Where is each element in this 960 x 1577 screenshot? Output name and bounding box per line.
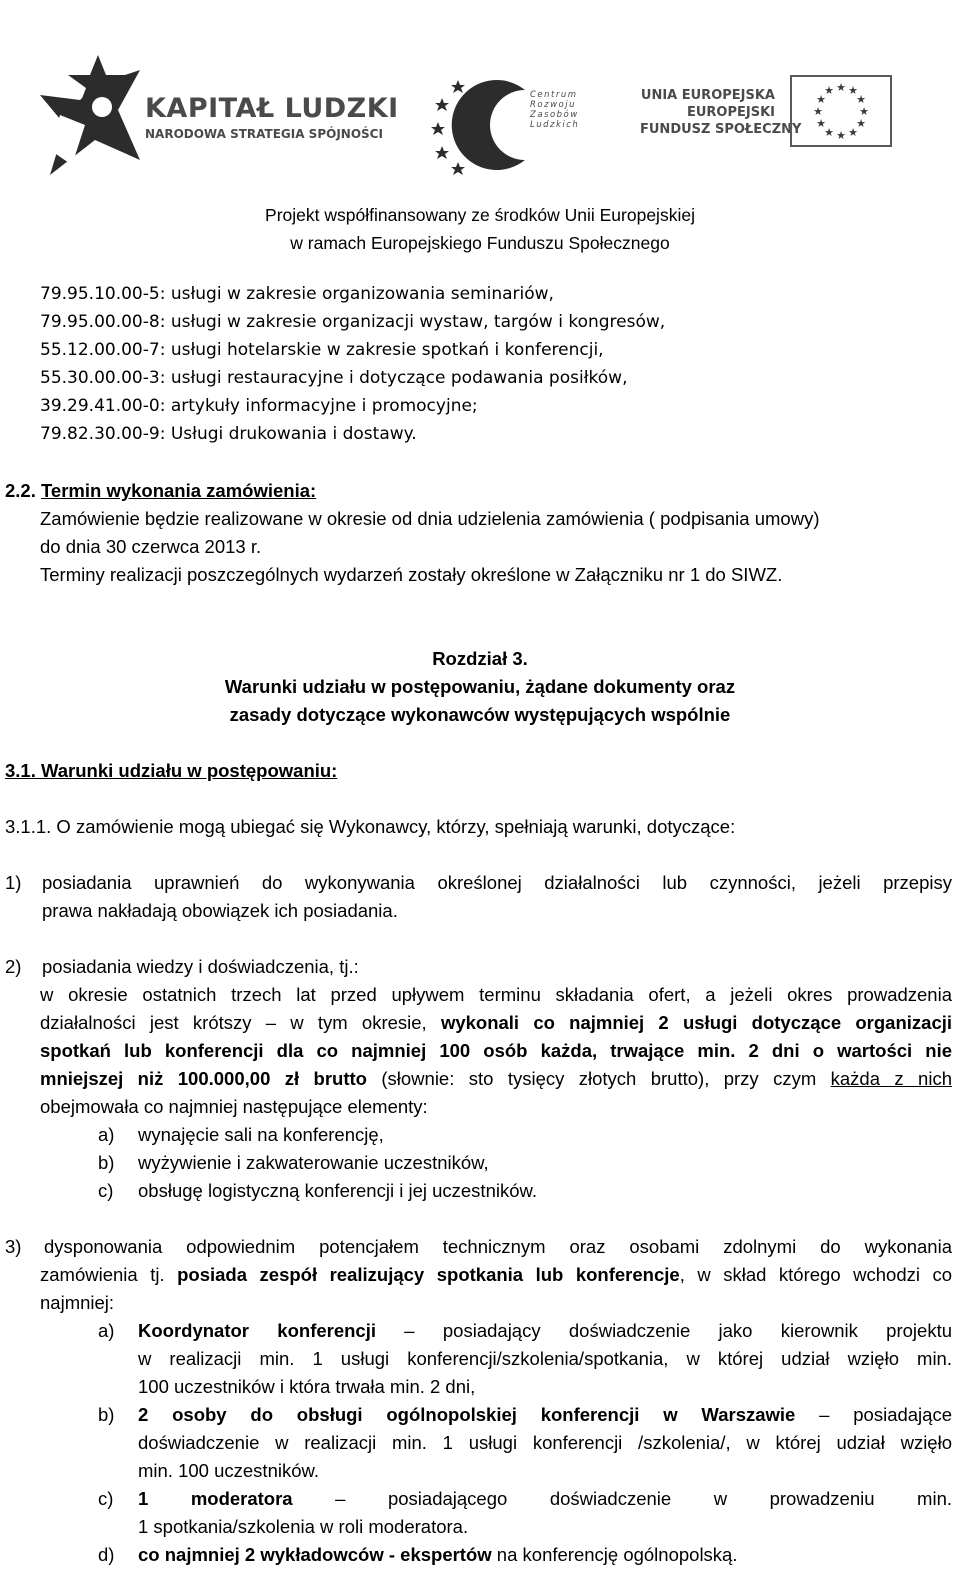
project-line-2: w ramach Europejskiego Funduszu Społecznego	[290, 233, 670, 253]
crzl-crescent-icon	[430, 70, 530, 180]
sub-item-line: w realizacji min. 1 usługi konferencji/szkolenia/spotkania, w której udział wzięło min.	[138, 1348, 952, 1369]
chapter-title-line: Warunki udziału w postępowaniu, żądane dokumenty oraz	[224, 676, 736, 697]
list-item-line: spotkań lub konferencji dla co najmniej 100 osób każda, trwające min. 2 dni o wartości nie	[40, 1040, 952, 1061]
cpv-line: 79.95.10.00-5: usługi w zakresie organizowania seminariów,	[40, 284, 554, 304]
eu-text	[640, 87, 802, 138]
crzl-text	[530, 90, 579, 130]
svg-text:★: ★	[816, 117, 826, 130]
text-run: działalności jest krótszy – w tym okresie,	[40, 1012, 441, 1033]
bold-text-run: 2 osoby do obsługi ogólnopolskiej konferencji w Warszawie	[138, 1404, 796, 1425]
list-number: 1)	[5, 872, 22, 893]
cpv-line: 55.12.00.00-7: usługi hotelarskie w zakresie spotkań i konferencji,	[40, 340, 604, 360]
sub-item-text: wynajęcie sali na konferencję,	[138, 1124, 384, 1145]
sub-item-line: 1 spotkania/szkolenia w roli moderatora.	[138, 1516, 469, 1537]
list-item-line: dysponowania odpowiednim potencjałem technicznym oraz osobami zdolnymi do wykonania	[44, 1236, 952, 1257]
sub-item-mark: c)	[98, 1488, 114, 1509]
list-item-line	[40, 1068, 952, 1090]
text-run: – posiadający doświadczenie jako kierownik projektu	[376, 1320, 952, 1341]
bold-text-run: posiada zespół realizujący spotkania lub konferencje	[177, 1264, 680, 1285]
svg-text:★: ★	[859, 105, 869, 118]
sub-item-line	[138, 1320, 952, 1342]
project-line-1: Projekt współfinansowany ze środków Unii Europejskiej	[265, 205, 695, 225]
sub-item-line	[138, 1544, 737, 1566]
section-number: 2.2.	[5, 480, 36, 501]
list-number: 2)	[5, 956, 22, 977]
svg-text:★: ★	[848, 126, 858, 139]
bold-text-run: mniejszej niż 100.000,00 zł brutto	[40, 1068, 367, 1089]
crzl-logo	[430, 70, 600, 180]
eu-logo	[640, 75, 900, 165]
sub-item-line: 100 uczestników i która trwała min. 2 dni,	[138, 1376, 476, 1397]
sub-item-mark: d)	[98, 1544, 115, 1565]
paragraph-line: Terminy realizacji poszczególnych wydarzeń zostały określone w Załączniku nr 1 do SIWZ.	[40, 564, 783, 585]
svg-text:★: ★	[856, 117, 866, 130]
list-item-line: w okresie ostatnich trzech lat przed upływem terminu składania ofert, a jeżeli okres prowadzenia	[40, 984, 952, 1005]
sub-item-mark: b)	[98, 1404, 115, 1425]
cpv-line: 79.82.30.00-9: Usługi drukowania i dostawy.	[40, 424, 417, 444]
eu-line: EUROPEJSKI	[686, 105, 775, 120]
kapital-ludzki-logo	[40, 55, 399, 185]
list-item-line: prawa nakładają obowiązek ich posiadania.	[42, 900, 398, 921]
sub-item-mark: c)	[98, 1180, 114, 1201]
svg-text:★: ★	[813, 105, 823, 118]
text-run: (słownie: sto tysięcy złotych brutto), przy czym	[366, 1068, 831, 1089]
svg-text:★: ★	[816, 93, 826, 106]
text-run: – posiadające	[795, 1404, 952, 1425]
chapter-label: Rozdział 3.	[432, 648, 528, 669]
paragraph-line: Zamówienie będzie realizowane w okresie od dnia udzielenia zamówienia ( podpisania umowy)	[40, 508, 820, 529]
eu-line: UNIA EUROPEJSKA	[640, 88, 775, 103]
bold-text-run: 1 moderatora	[138, 1488, 293, 1509]
sub-item-mark: b)	[98, 1152, 115, 1173]
kl-subtitle: NARODOWA STRATEGIA SPÓJNOŚCI	[145, 127, 383, 141]
kl-title: KAPITAŁ LUDZKI	[145, 93, 399, 124]
list-item-heading: posiadania wiedzy i doświadczenia, tj.:	[42, 956, 359, 977]
sub-item-mark: a)	[98, 1124, 115, 1145]
crzl-line: Zasobów	[530, 110, 579, 120]
list-item-line	[40, 1012, 952, 1034]
kapital-ludzki-star-icon	[40, 55, 140, 185]
sub-item-line	[138, 1488, 952, 1510]
eu-flag-icon	[790, 75, 892, 147]
section-title: Termin wykonania zamówienia:	[41, 480, 317, 501]
sub-item-line: doświadczenie w realizacji min. 1 usługi konferencji /szkolenia/, w której udział wzięło	[138, 1432, 952, 1453]
sub-item-mark: a)	[98, 1320, 115, 1341]
chapter-title-line: zasady dotyczące wykonawców występujących wspólnie	[229, 704, 731, 725]
svg-text:★: ★	[836, 81, 846, 94]
list-item-line: posiadania uprawnień do wykonywania określonej działalności lub czynności, jeżeli przepisy	[42, 872, 952, 893]
bold-text-run: Koordynator konferencji	[138, 1320, 376, 1341]
section-3-1-1-intro: 3.1.1. O zamówienie mogą ubiegać się Wykonawcy, którzy, spełniają warunki, dotyczące:	[5, 816, 736, 837]
crzl-line: Ludzkich	[530, 120, 580, 130]
sub-item-line: min. 100 uczestników.	[138, 1460, 319, 1481]
list-item-line: obejmowała co najmniej następujące elementy:	[40, 1096, 428, 1117]
list-item-line	[40, 1264, 952, 1286]
section-2-2-heading	[5, 480, 316, 502]
header-logos	[0, 0, 960, 200]
list-item-line: najmniej:	[40, 1292, 115, 1313]
text-run: , w skład którego wchodzi co	[679, 1264, 953, 1285]
bold-text-run: wykonali co najmniej 2 usługi dotyczące organizacji	[440, 1012, 953, 1033]
paragraph-line: do dnia 30 czerwca 2013 r.	[40, 536, 262, 557]
svg-text:★: ★	[824, 126, 834, 139]
list-number: 3)	[5, 1236, 22, 1257]
eu-line: FUNDUSZ SPOŁECZNY	[640, 122, 802, 137]
crzl-line: Rozwoju	[530, 100, 576, 110]
sub-item-text: obsługę logistyczną konferencji i jej uczestników.	[138, 1180, 537, 1201]
cpv-line: 55.30.00.00-3: usługi restauracyjne i dotyczące podawania posiłków,	[40, 368, 628, 388]
section-3-1-heading: 3.1. Warunki udziału w postępowaniu:	[5, 760, 338, 781]
cpv-line: 39.29.41.00-0: artykuły informacyjne i promocyjne;	[40, 396, 478, 416]
crzl-line: Centrum	[530, 90, 578, 100]
svg-text:★: ★	[836, 129, 846, 142]
cpv-line: 79.95.00.00-8: usługi w zakresie organizacji wystaw, targów i kongresów,	[40, 312, 666, 332]
svg-text:★: ★	[848, 84, 858, 97]
sub-item-line	[138, 1404, 952, 1426]
sub-item-text: wyżywienie i zakwaterowanie uczestników,	[138, 1152, 489, 1173]
svg-text:★: ★	[856, 93, 866, 106]
bold-text-run: co najmniej 2 wykładowców - ekspertów	[138, 1544, 492, 1565]
underlined-text-run: każda z nich	[830, 1068, 952, 1089]
svg-text:★: ★	[824, 84, 834, 97]
text-run: – posiadającego doświadczenie w prowadzeniu min.	[292, 1488, 952, 1509]
text-run: zamówienia tj.	[40, 1264, 178, 1285]
text-run: na konferencję ogólnopolską.	[491, 1544, 738, 1565]
